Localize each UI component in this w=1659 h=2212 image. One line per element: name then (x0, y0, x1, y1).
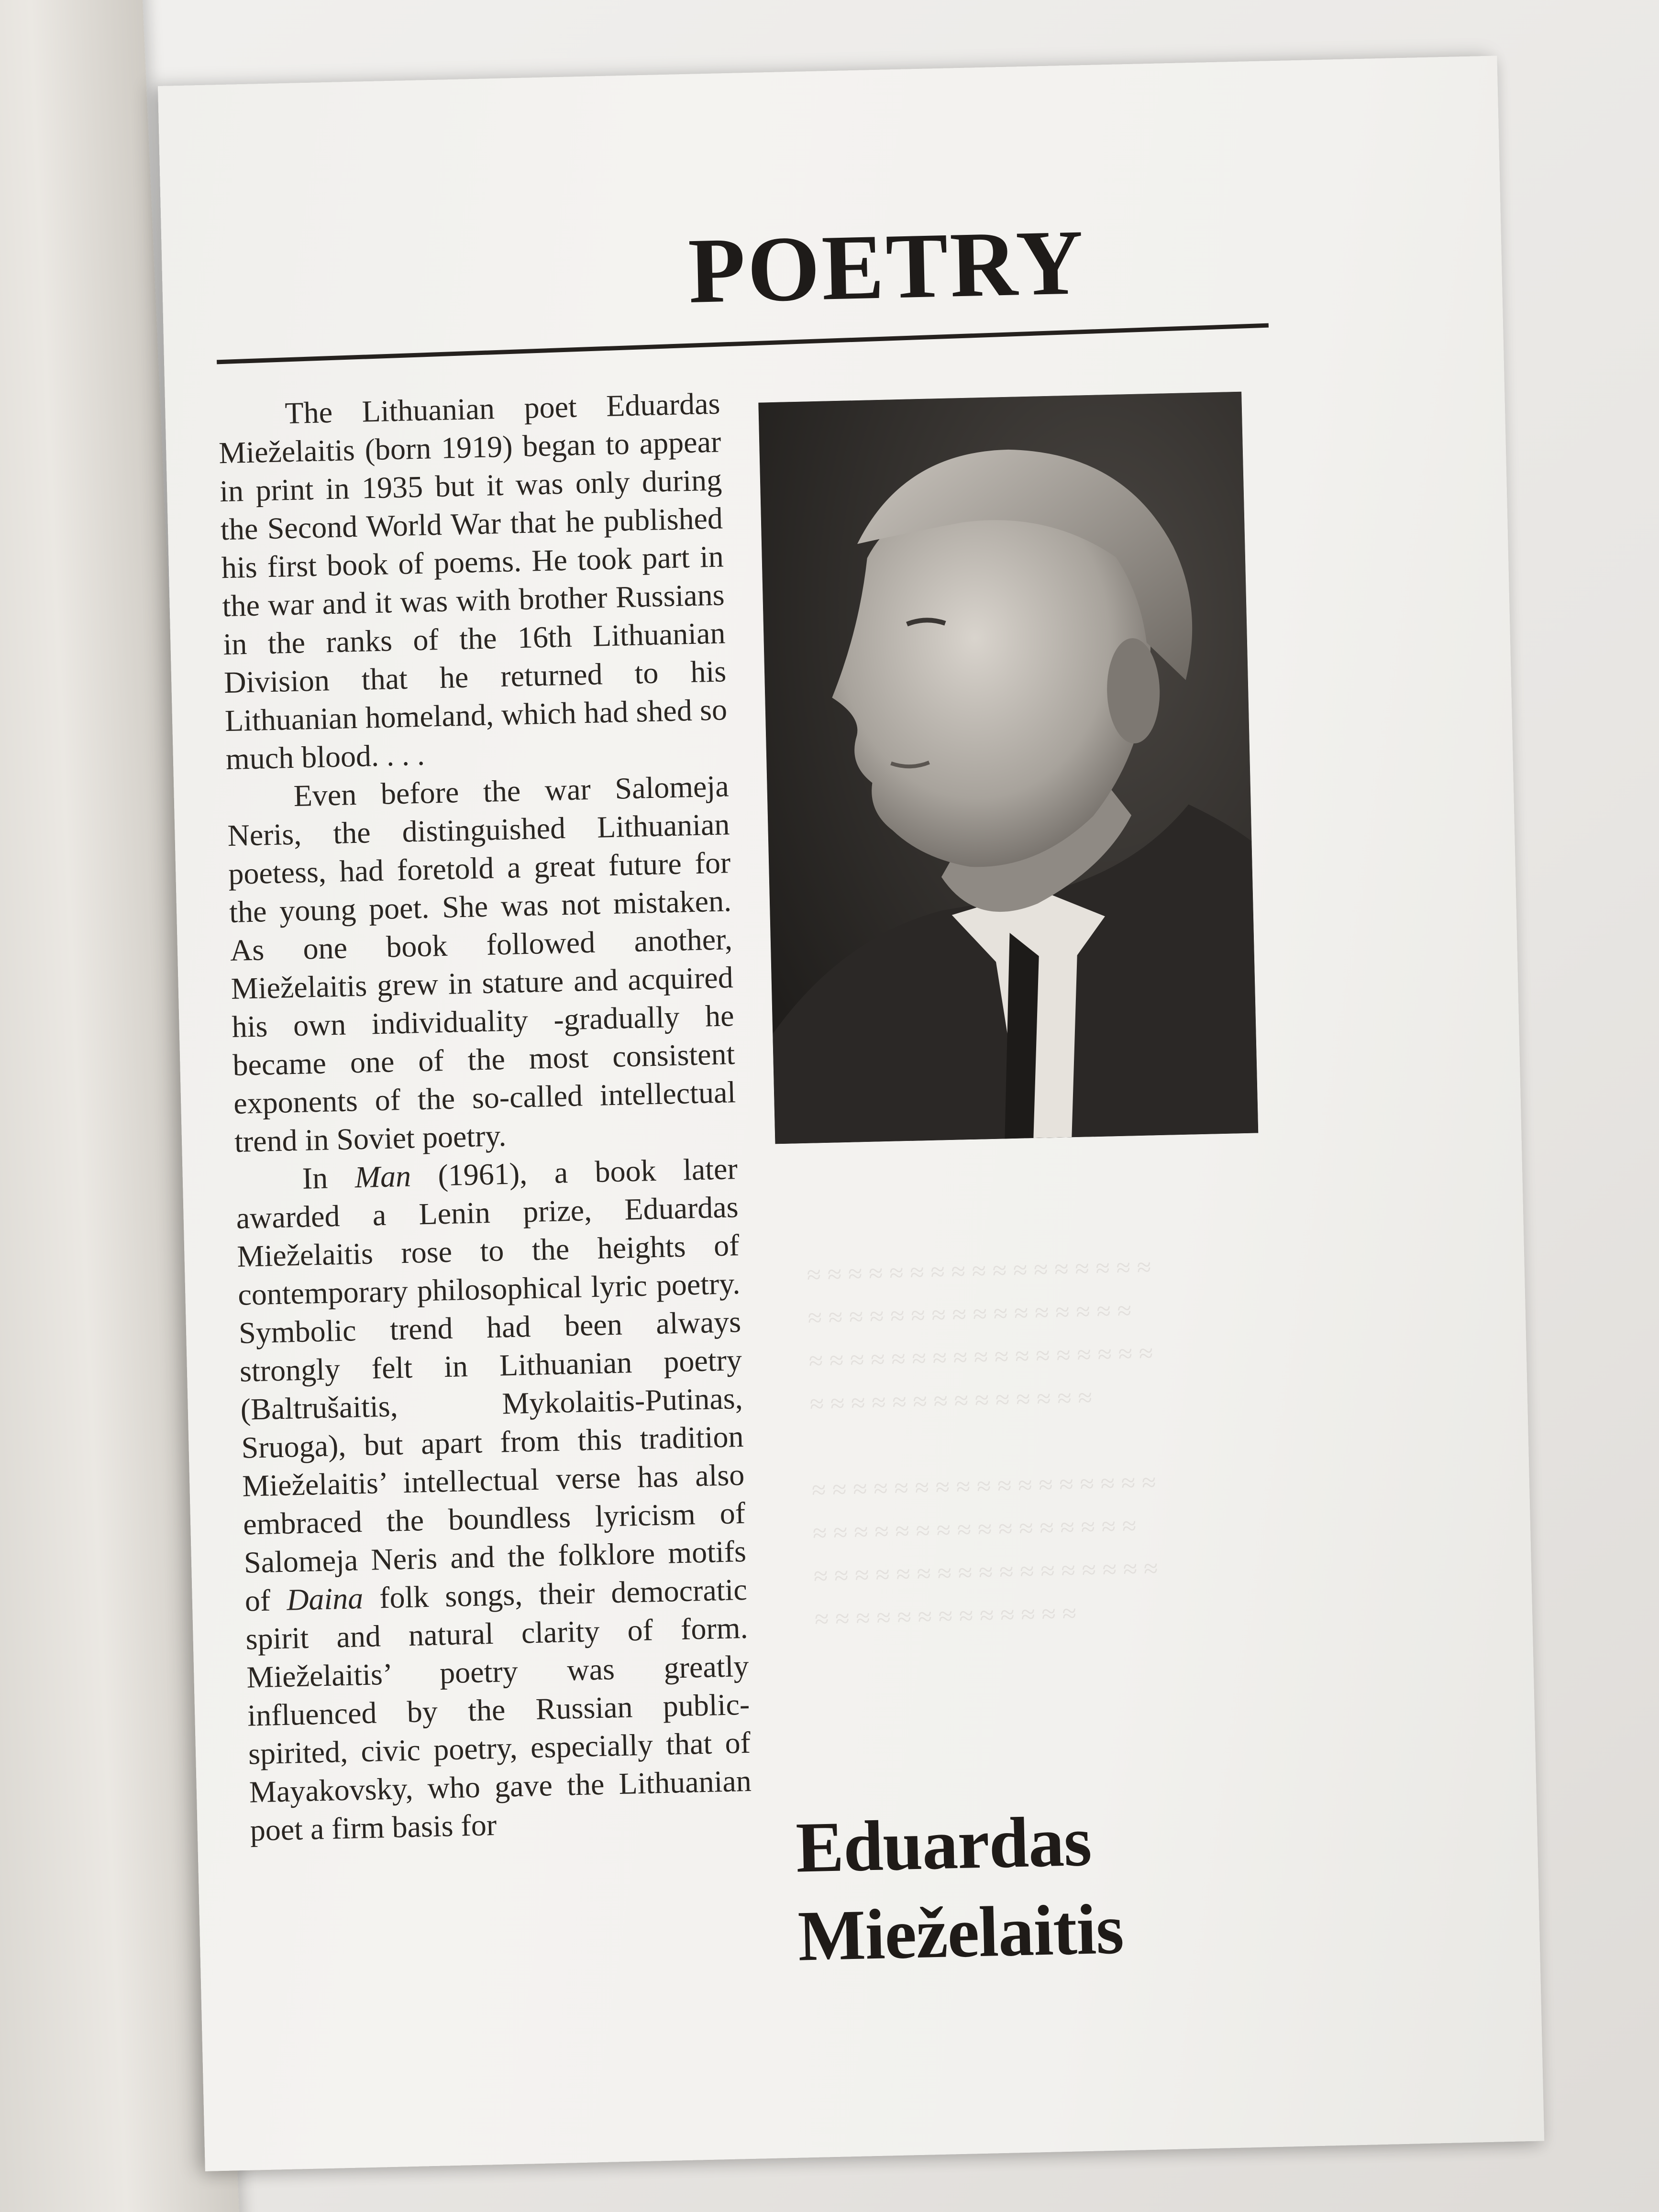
show-through-text: ≈ ≈ ≈ ≈ ≈ ≈ ≈ ≈ ≈ ≈ ≈ ≈ ≈ ≈ ≈ ≈ ≈ ≈ ≈ ≈ ≈ ≈ ≈ ≈ ≈ ≈ ≈ ≈ ≈ ≈ ≈ ≈ ≈ ≈ ≈ ≈ ≈ ≈ ≈ ≈ ≈ ≈ ≈ ≈ ≈ ≈ ≈ ≈ ≈ ≈ ≈ ≈ ≈ ≈ ≈ ≈ ≈ ≈ ≈ ≈ ≈ ≈ ≈ ≈ ≈ ≈ ≈ ≈ ≈ ≈ ≈ ≈ ≈ ≈ ≈ ≈ ≈ ≈ ≈ ≈ ≈ ≈ ≈ ≈ ≈ ≈ ≈ ≈ ≈ ≈ ≈ ≈ ≈ ≈ ≈ ≈ ≈ ≈ ≈ ≈ ≈ ≈ ≈ ≈ ≈ ≈ ≈ ≈ ≈ ≈ ≈ ≈ ≈ ≈ ≈ ≈ ≈ ≈ ≈ ≈ ≈ ≈ ≈ ≈ ≈ ≈ ≈ (806, 1217, 1159, 1677)
right-page (158, 55, 1544, 2171)
body-paragraph (218, 385, 729, 779)
paragraph-text: Even before the war Salomeja Neris, the distinguished Lithuanian poetess, had foretold a great future for the young poet. She was not mistaken. As one book followed another, Mieželaitis grew in stature and acquired his own individuality -gradually he became one of the most consistent exponents of the so-called intellectual trend in Soviet poetry. (227, 769, 736, 1159)
poet-first-name: Eduardas (795, 1801, 1092, 1888)
poet-name (795, 1796, 1125, 1980)
paragraph-text: folk songs, their democratic spirit and natural clarity of form. Mieželaitis’ poetry was greatly influenced by the Russian public-spirited, civic poetry, especially that of Mayakovsky, who gave the Lithuanian poet a firm basis for (245, 1572, 752, 1847)
body-paragraph (235, 1150, 752, 1849)
poet-last-name: Mieželaitis (797, 1889, 1125, 1976)
article-body (218, 385, 753, 1850)
body-paragraph (226, 767, 737, 1161)
paragraph-text: (1961), a book later awarded a Lenin prize, Eduardas Mieželaitis rose to the heights of contemporary philosophical lyric poetry. Symbolic trend had been always strongly felt in Lithuanian poetry (Baltrušaitis, Mykolaitis-Putinas, Sruoga), but apart from this tradition Mieželaitis’ intellectual verse has also embraced the boundless lyricism of Salomeja Neris and the folklore motifs of (235, 1151, 747, 1618)
paragraph-text: The Lithuanian poet Eduardas Mieželaitis (born 1919) began to appear in print in 1935 but it was only during the Second World War that he published his first book of poems. He took part in the war and it was with brother Russians in the ranks of the 16th Lithuanian Division that he returned to his Lithuanian homeland, which had shed so much blood. . . . (218, 386, 728, 776)
left-page-text (0, 6, 1, 617)
left-page-line (0, 6, 1, 183)
portrait-photo-icon (758, 392, 1258, 1144)
poet-portrait (758, 392, 1258, 1144)
section-title: POETRY (687, 210, 1087, 323)
book-title: Daina (286, 1581, 364, 1617)
book-title: Man (354, 1159, 411, 1194)
paragraph-text: In (302, 1160, 355, 1195)
title-rule (217, 323, 1269, 365)
